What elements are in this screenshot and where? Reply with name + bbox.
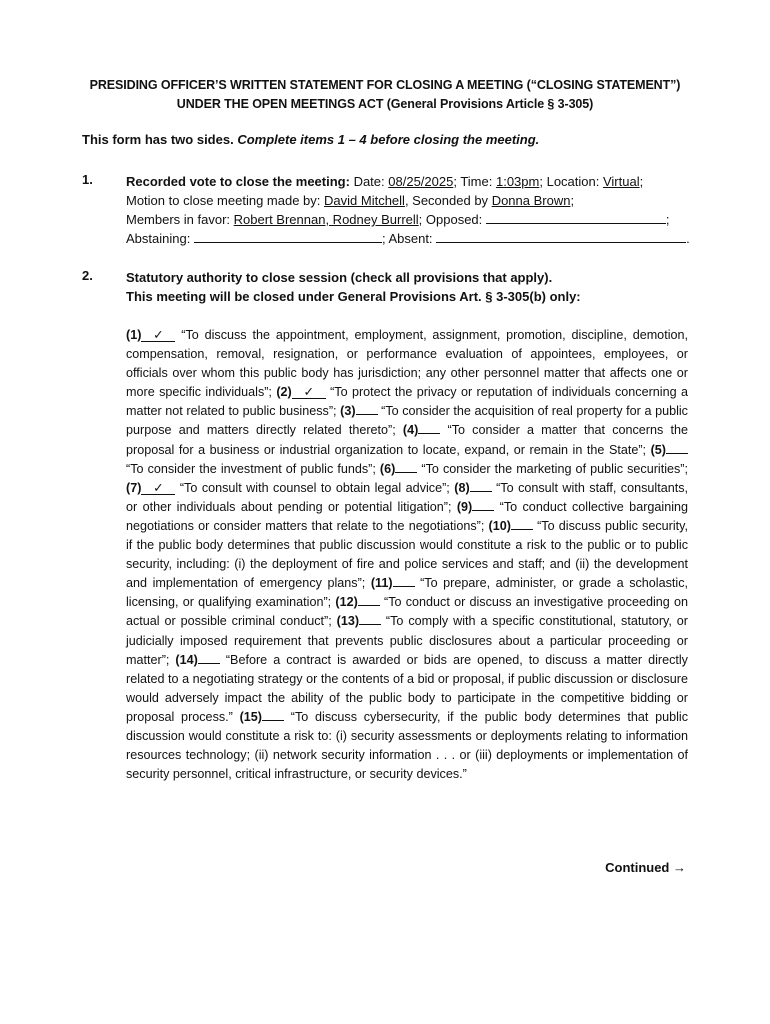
provision-text: “To discuss cybersecurity, if the public body determines that public discussion would constitute a risk to: (i) security assessments or deployments relating to information resources technology; (ii) network security information . . . or (iii) deployments or implementation of security personnel, critical infrastructure, or security devices.” — [126, 709, 688, 782]
seconded-label: , Seconded by — [404, 193, 489, 208]
provision-7 — [126, 481, 454, 495]
item-1-recorded-vote — [126, 172, 696, 248]
provision-6 — [380, 462, 688, 476]
provision-label: (4) — [402, 423, 419, 438]
provision-label: (1) — [126, 328, 142, 342]
absent-label: ; Absent: — [381, 231, 433, 246]
provision-text: “To consider the marketing of public securities”; — [417, 461, 688, 476]
provision-label: (7) — [126, 480, 142, 495]
abstaining-label: Abstaining: — [126, 231, 191, 246]
provision-label: (8) — [454, 480, 470, 495]
members-in-favor-field[interactable]: Robert Brennan, Rodney Burrell — [233, 212, 419, 227]
provision-label: (15) — [239, 709, 263, 724]
statutory-heading-2: This meeting will be closed under General Provisions Art. § 3-305(b) only: — [126, 289, 581, 304]
provision-checkbox-checked[interactable]: ✓ — [141, 482, 175, 495]
provision-text: “To protect the privacy or reputation of individuals concerning a matter not related to public business”; — [126, 385, 688, 419]
provision-label: (5) — [650, 442, 666, 457]
vote-heading: Recorded vote to close the meeting: — [126, 174, 350, 189]
provision-checkbox-checked[interactable]: ✓ — [292, 386, 326, 399]
provision-label: (3) — [340, 404, 356, 419]
intro-instructions — [82, 132, 539, 147]
provisions-paragraph — [126, 326, 688, 784]
provision-label: (13) — [336, 614, 360, 629]
members-label: Members in favor: — [126, 212, 231, 227]
date-field[interactable]: 08/25/2025 — [388, 174, 454, 189]
opposed-label: ; Opposed: — [418, 212, 483, 227]
provision-label: (6) — [379, 461, 396, 476]
provision-text: “To conduct or discuss an investigative proceeding on actual or possible criminal conduct”; — [126, 595, 689, 629]
provision-checkbox[interactable] — [418, 422, 440, 434]
date-label: Date: — [353, 174, 385, 189]
punct: ; — [639, 174, 644, 189]
provision-checkbox[interactable] — [358, 594, 380, 606]
time-field[interactable]: 1:03pm — [495, 174, 540, 189]
provision-label: (11) — [370, 576, 393, 591]
vote-line-1 — [126, 172, 696, 191]
opposed-field[interactable] — [486, 211, 666, 224]
punct: . — [686, 231, 690, 246]
punct: ; — [570, 193, 575, 208]
statutory-heading-1: Statutory authority to close session (check all provisions that apply). — [126, 270, 553, 285]
provision-checkbox[interactable] — [393, 575, 415, 587]
absent-field[interactable] — [436, 230, 686, 243]
provision-text: “To prepare, administer, or grade a scholastic, licensing, or qualifying examination”; — [126, 576, 688, 610]
provision-text: “To consult with staff, consultants, or other individuals about pending or potential litigation”; — [126, 480, 689, 514]
form-title — [60, 76, 710, 114]
provision-checkbox[interactable] — [198, 652, 220, 664]
provision-checkbox[interactable] — [472, 499, 494, 511]
motion-by-field[interactable]: David Mitchell — [324, 193, 405, 208]
provision-label: (2) — [276, 385, 292, 400]
provision-label: (10) — [488, 518, 511, 533]
seconded-by-field[interactable]: Donna Brown — [491, 193, 571, 208]
provision-text: “To conduct collective bargaining negotiations or consider matters that relate to the negotiations”; — [126, 499, 689, 533]
punct: ; — [665, 212, 670, 227]
title-line-2: UNDER THE OPEN MEETINGS ACT (General Provisions Article § 3-305) — [176, 97, 594, 111]
provision-checkbox[interactable] — [359, 613, 381, 625]
provision-text: “Before a contract is awarded or bids are opened, to discuss a matter directly related to a negotiating strategy or the contents of a bid or proposal, if public discussion or disclosure would adversely impact the ability of the public body to participate in the competitive bidding or proposal process.” — [126, 652, 688, 724]
location-field[interactable]: Virtual — [602, 174, 640, 189]
provision-text: “To discuss public security, if the public body determines that public discussion would constitute a risk to the public or to public security, including: (i) the deployment of fire and police services and staff; and (ii) the development and implementation of emergency plans”; — [126, 518, 689, 591]
provision-checkbox[interactable] — [395, 461, 417, 473]
provision-checkbox[interactable] — [262, 709, 284, 721]
provision-text: “To discuss the appointment, employment, assignment, promotion, discipline, demotion, compensation, removal, resignation, or performance evaluation of appointees, employees, or officials over whom this public body has jurisdiction; any other personnel matter that affects one or more specific individuals”; — [126, 328, 688, 400]
title-line-1: PRESIDING OFFICER’S WRITTEN STATEMENT FOR CLOSING A MEETING (“CLOSING STATEMENT”) — [89, 78, 681, 92]
provision-text: “To consider a matter that concerns the proposal for a business or industrial organization to locate, expand, or remain in the State”; — [126, 423, 688, 457]
provision-label: (9) — [456, 499, 473, 514]
provision-text: “To consider the acquisition of real property for a public purpose and matters directly related thereto”; — [126, 404, 688, 438]
item-1-number: 1. — [82, 172, 93, 187]
time-label: ; Time: — [453, 174, 493, 189]
provision-checkbox[interactable] — [470, 480, 492, 492]
intro-italic: Complete items 1 – 4 before closing the meeting. — [237, 132, 540, 147]
location-label: ; Location: — [539, 174, 600, 189]
provision-text: “To consider the investment of public funds”; — [126, 461, 380, 476]
provision-checkbox[interactable] — [356, 403, 378, 415]
provision-label: (14) — [175, 652, 198, 667]
vote-line-4 — [126, 229, 696, 248]
motion-label: Motion to close meeting made by: — [126, 193, 321, 208]
provision-text: “To comply with a specific constitutional, statutory, or judicially imposed requirement that prevents public disclosures about a particular proceeding or matter”; — [126, 614, 688, 667]
provision-text: “To consult with counsel to obtain legal advice”; — [175, 480, 455, 495]
intro-plain: This form has two sides. — [82, 132, 234, 147]
provision-label: (12) — [335, 595, 358, 610]
abstaining-field[interactable] — [194, 230, 382, 243]
provision-checkbox[interactable] — [511, 518, 533, 530]
provision-checkbox[interactable] — [666, 442, 688, 454]
vote-line-3 — [126, 210, 696, 229]
vote-line-2 — [126, 191, 696, 210]
continued-label: Continued → — [605, 860, 686, 875]
item-2-number: 2. — [82, 268, 93, 283]
item-2-heading — [126, 268, 696, 306]
provision-checkbox-checked[interactable]: ✓ — [141, 329, 175, 342]
